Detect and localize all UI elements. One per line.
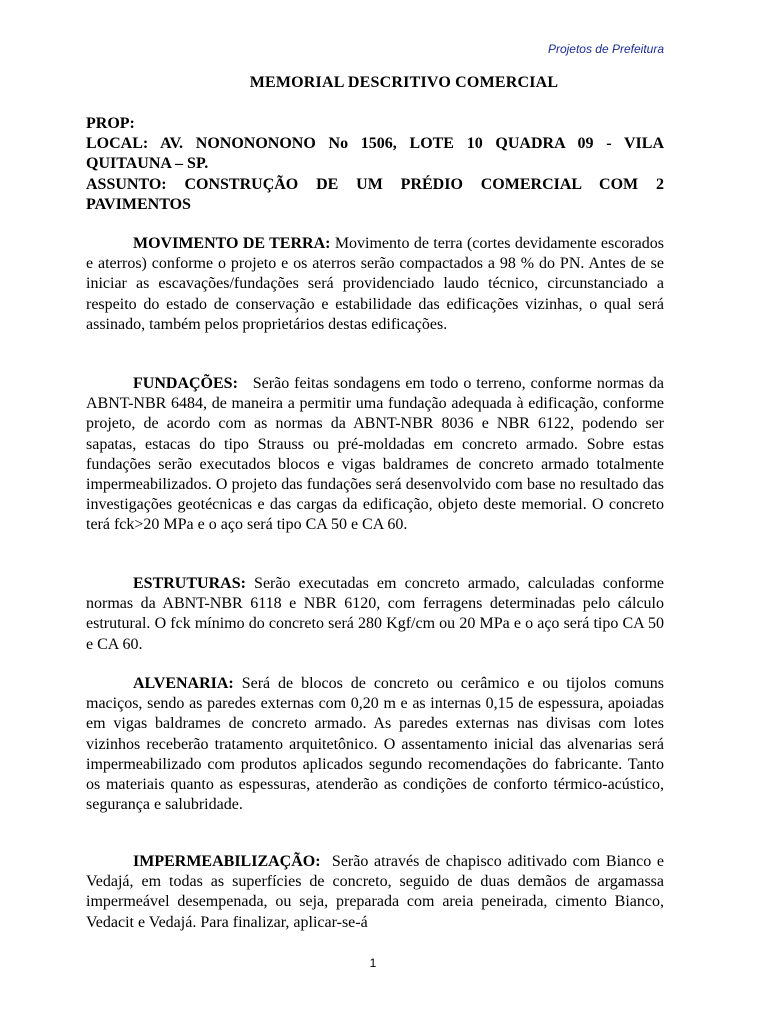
section-text: Serão executadas em concreto armado, calculadas conforme normas da ABNT-NBR 6118 e NBR 6120, com ferragens determinadas pelo cálculo estrutural. O fck mínimo do concreto será 280 Kgf/cm ou 20 MPa e o aço será tipo CA 50 e CA 60. <box>86 575 664 653</box>
header-link[interactable]: Projetos de Prefeitura <box>547 42 664 56</box>
project-info <box>86 114 664 215</box>
section-heading: ESTRUTURAS: <box>133 575 246 592</box>
section-text: Serão feitas sondagens em todo o terreno, conforme normas da ABNT-NBR 6484, de maneira a permitir uma fundação adequada à edificação, conforme projeto, de acordo com as normas da ABNT-NBR 8036 e NBR 6122, podendo ser sapatas, estacas do tipo Strauss ou pré-moldadas em concreto armado. Sobre estas fundações serão executados blocos e vigas baldrames de concreto armado totalmente impermeabilizados. O projeto das fundações será desenvolvido com base no resultado das investigações geotécnicas e das cargas da edificação, objeto deste memorial. O concreto terá fck>20 MPa e o aço será tipo CA 50 e CA 60. <box>86 375 668 534</box>
section-paragraph <box>86 852 668 933</box>
section-impermeabilizacao <box>86 852 668 933</box>
section-text: Será de blocos de concreto ou cerâmico e ou tijolos comuns maciços, sendo as paredes externas com 0,20 m e as internas 0,15 de espessura, apoiadas em vigas baldrames de concreto armado. As paredes externas nas divisas com lotes vizinhos receberão tratamento arquitetônico. O assentamento inicial das alvenarias será impermeabilizado com produtos aplicados segundo recomendações do fabricante. Tanto os materiais quanto as espessuras, atenderão as condições de conforto térmico-acústico, segurança e salubridade. <box>86 675 664 814</box>
section-alvenaria <box>86 674 664 815</box>
section-paragraph <box>86 674 664 815</box>
prop-line: PROP: <box>86 115 135 132</box>
assunto-line: ASSUNTO: CONSTRUÇÃO DE UM PRÉDIO COMERCIAL COM 2 PAVIMENTOS <box>86 175 664 213</box>
section-paragraph <box>86 374 668 536</box>
section-fundacoes <box>86 374 668 536</box>
section-text: Movimento de terra (cortes devidamente escorados e aterros) conforme o projeto e os aterros serão compactados a 98 % do PN. Antes de se iniciar as escavações/fundações será providenciado laudo técnico, circunstanciado a respeito do estado de conservação e estabilidade das edificações vizinhas, o qual será assinado, também pelos proprietários destas edificações. <box>86 235 664 333</box>
local-line: LOCAL: AV. NONONONONO No 1506, LOTE 10 QUADRA 09 - VILA QUITAUNA – SP. <box>86 135 664 173</box>
section-heading: MOVIMENTO DE TERRA: <box>133 235 331 252</box>
section-heading: FUNDAÇÕES: <box>133 375 238 392</box>
section-paragraph <box>86 574 664 655</box>
section-estruturas <box>86 574 664 655</box>
page-number: 1 <box>369 956 377 970</box>
document-title: MEMORIAL DESCRITIVO COMERCIAL <box>249 74 559 91</box>
section-heading: ALVENARIA: <box>133 675 234 692</box>
section-paragraph <box>86 234 664 335</box>
section-text: Serão através de chapisco aditivado com Bianco e Vedajá, em todas as superfícies de concreto, seguido de duas demãos de argamassa impermeável desempenada, ou seja, preparada com areia peneirada, cimento Bianco, Vedacit e Vedajá. Para finalizar, aplicar-se-á <box>86 853 668 931</box>
section-movimento-de-terra <box>86 234 664 335</box>
section-heading: IMPERMEABILIZAÇÃO: <box>133 853 321 870</box>
